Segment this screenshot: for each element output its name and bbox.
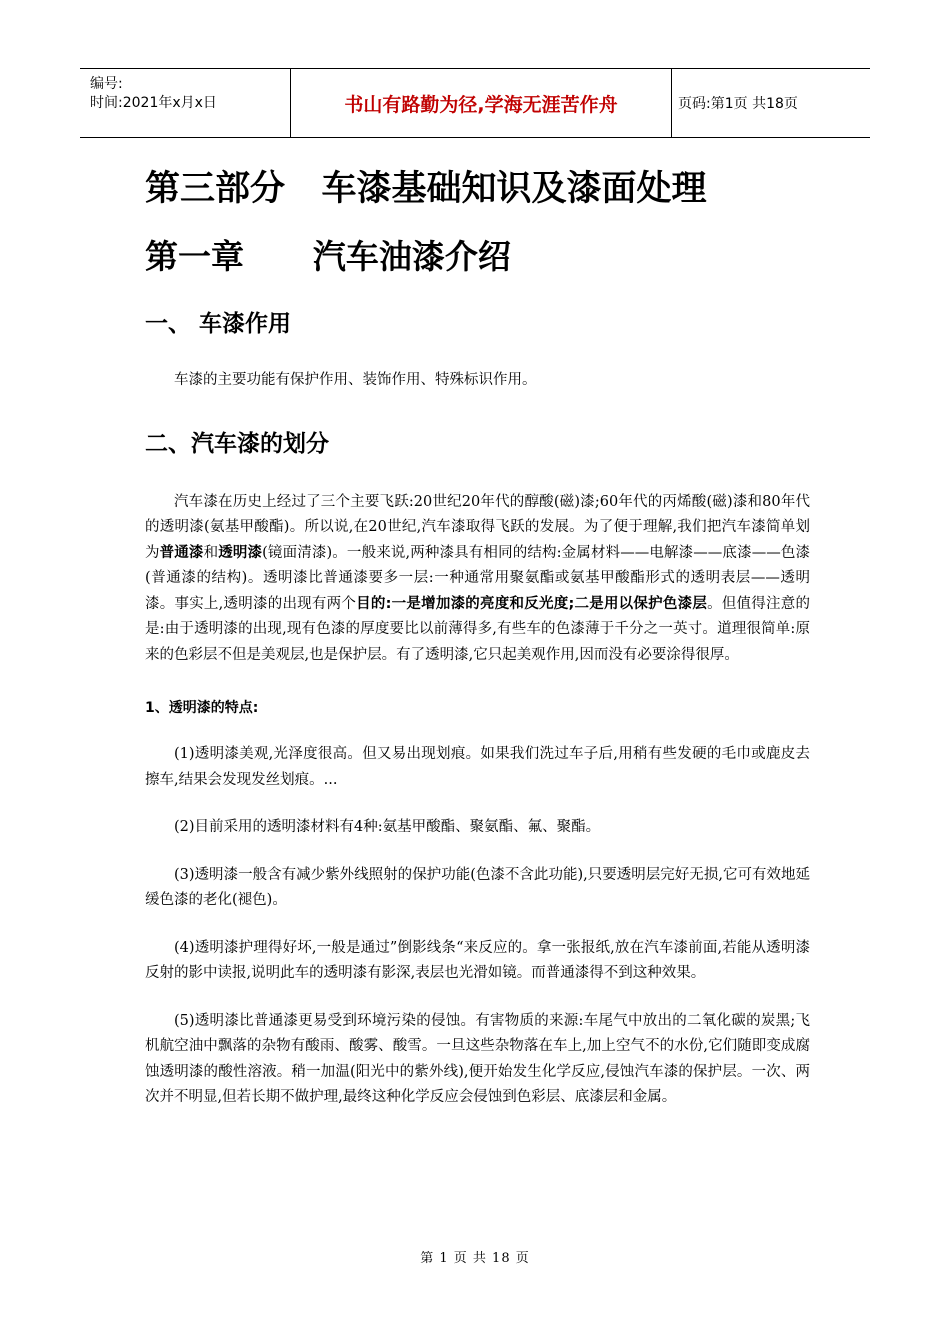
page-info: 页码:第1页 共18页: [678, 96, 798, 112]
time-label: 时间:2021年x月x日: [90, 95, 217, 111]
subsection-1-title: 1、透明漆的特点:: [145, 700, 259, 716]
section-2-title: 二、汽车漆的划分: [145, 430, 329, 457]
number-label: 编号:: [90, 76, 123, 92]
section-1-text: 车漆的主要功能有保护作用、装饰作用、特殊标识作用。: [174, 372, 537, 388]
page-footer: 第 1 页 共 18 页: [420, 1251, 530, 1266]
header-table: [80, 68, 870, 138]
list-item: (5)透明漆比普通漆更易受到环境污染的侵蚀。有害物质的来源:车尾气中放出的二氧化碳的炭黑;飞机航空油中飘落的杂物有酸雨、酸雾、酸雪。一旦这些杂物落在车上,加上空气不的水份,它们随即变成腐蚀透明漆的酸性溶液。稍一加温(阳光中的紫外线),便开始发生化学反应,侵蚀汽车漆的保护层。一次、两次并不明显,但若长期不做护理,最终这种化学反应会侵蚀到色彩层、底漆层和金属。: [145, 1012, 810, 1105]
list-item: (4)透明漆护理得好坏,一般是通过”倒影线条“来反应的。拿一张报纸,放在汽车漆前面,若能从透明漆反射的影中读报,说明此车的透明漆有影深,表层也光滑如镜。而普通漆得不到这种效果。: [145, 939, 810, 981]
part-title: 第三部分 车漆基础知识及漆面处理: [145, 169, 707, 209]
list-item: (2)目前采用的透明漆材料有4种:氨基甲酸酯、聚氨酯、氟、聚酯。: [174, 819, 601, 835]
bold-term-plain-paint: 普通漆: [159, 544, 204, 561]
document-body: [145, 160, 810, 1111]
section-2-paragraph: 汽车漆在历史上经过了三个主要飞跃:20世纪20年代的醇酸(磁)漆;60年代的丙烯酸(磁)漆和80年代的透明漆(氨基甲酸酯)。所以说,在20世纪,汽车漆取得飞跃的发展。为了便于理解,我们把汽车漆简单划为普通漆和透明漆(镜面清漆)。一般来说,两种漆具有相同的结构:金属材料——电解漆——底漆——色漆(普通漆的结构)。透明漆比普通漆要多一层:一种通常用聚氨酯或氨基甲酸酯形式的透明表层——透明漆。事实上,透明漆的出现有两个目的:一是增加漆的亮度和反光度;二是用以保护色漆层。但值得注意的是:由于透明漆的出现,现有色漆的厚度要比以前薄得多,有些车的色漆薄于千分之一英寸。道理很简单:原来的色彩层不但是美观层,也是保护层。有了透明漆,它只起美观作用,因而没有必要涂得很厚。: [145, 493, 810, 663]
bold-term-clear-coat: 透明漆: [218, 544, 263, 561]
motto: 书山有路勤为径,学海无涯苦作舟: [291, 69, 672, 137]
list-item: (1)透明漆美观,光泽度很高。但又易出现划痕。如果我们洗过车子后,用稍有些发硬的毛巾或鹿皮去擦车,结果会发现发丝划痕。...: [145, 746, 810, 788]
list-item: (3)透明漆一般含有减少紫外线照射的保护功能(色漆不含此功能),只要透明层完好无损,它可有效地延缓色漆的老化(褪色)。: [145, 866, 810, 908]
section-1-title: 一、 车漆作用: [145, 311, 292, 337]
bold-purpose: 目的:一是增加漆的亮度和反光度;二是用以保护色漆层: [356, 595, 708, 612]
chapter-title: 第一章 汽车油漆介绍: [145, 237, 511, 276]
header-meta: [80, 69, 291, 137]
